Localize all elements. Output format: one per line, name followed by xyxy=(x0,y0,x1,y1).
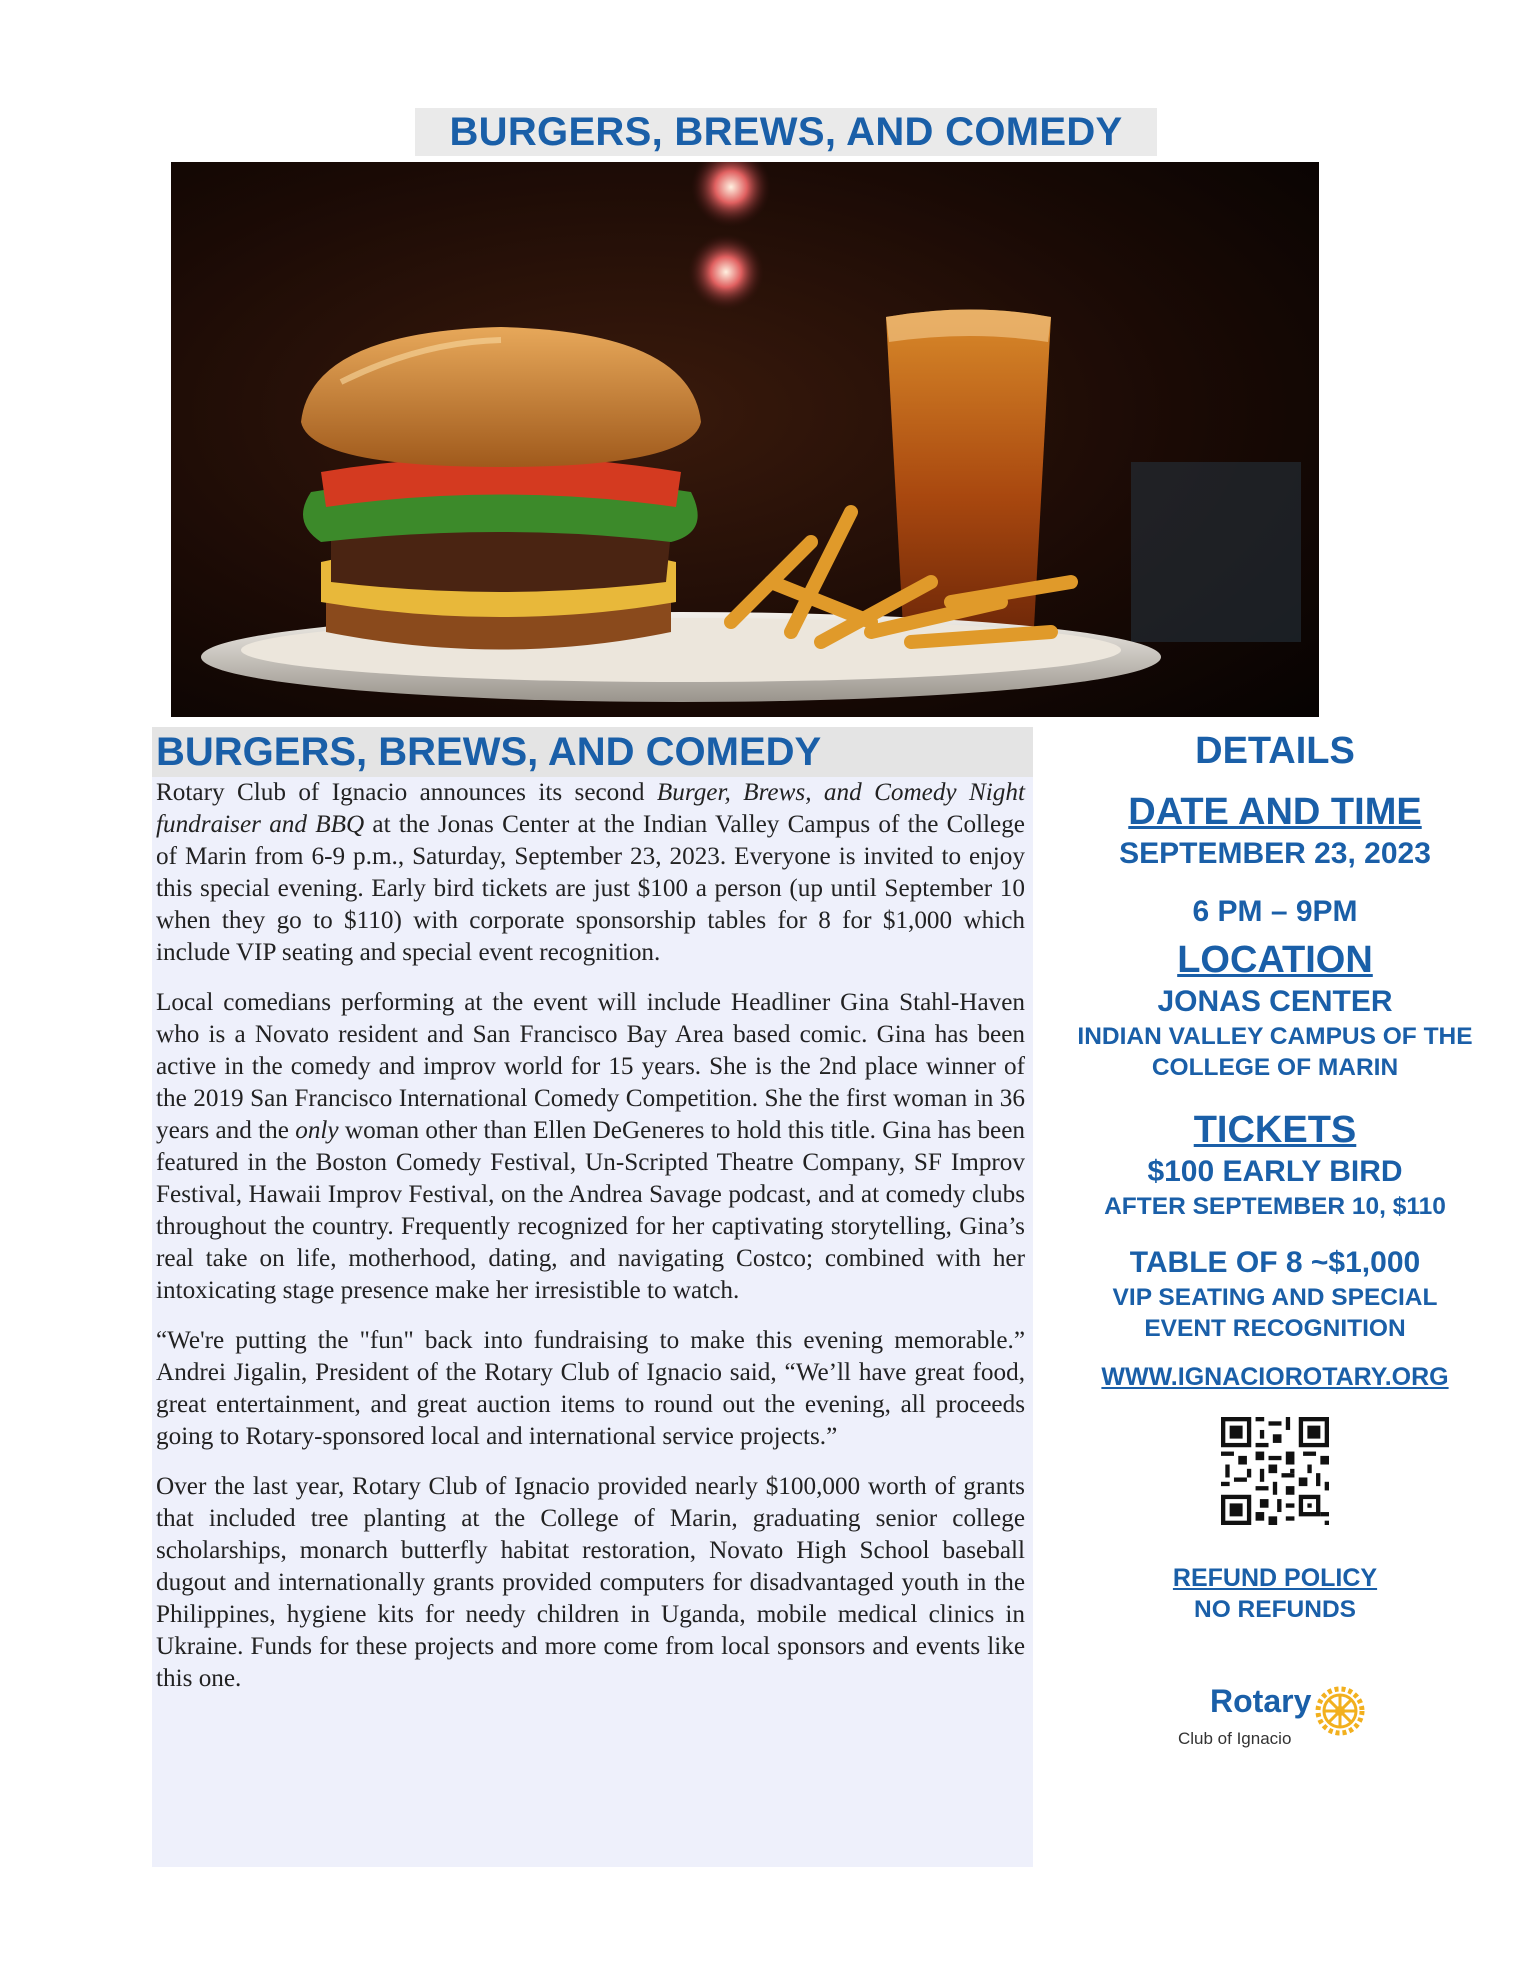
logo-subtitle: Club of Ignacio xyxy=(1178,1729,1292,1748)
vip-line: EVENT RECOGNITION xyxy=(1144,1315,1406,1342)
hero-image xyxy=(171,162,1319,717)
article xyxy=(152,727,1033,1867)
details-heading: DETAILS xyxy=(1195,730,1355,772)
article-title: BURGERS, BREWS, AND COMEDY xyxy=(152,727,1033,777)
text-run: Local comedians performing at the event will include Headliner Gina Stahl-Haven who is a Novato resident and San Francisco Bay Area based comic. Gina has been active in the comedy and improv world for 15 years. She is the 2nd place winner of the 2019 San Francisco International Comedy Competition. She the first woman in 36 years and the xyxy=(156,989,1025,1144)
text-run: at the Jonas Center at the Indian Valley Campus of the College of Marin from 6-9 p.m., Saturday, September 23, 2023. Everyone is invited to enjoy this special evening. Early bird tickets are just $100 a person (up until September 10 when they go to $110) with corporate sponsorship tables for 8 for $1,000 which include VIP seating and special event recognition. xyxy=(156,811,1025,966)
emphasis-italic: only xyxy=(295,1117,339,1144)
event-time: 6 PM – 9PM xyxy=(1192,895,1358,928)
text-run: woman other than Ellen DeGeneres to hold this title. Gina has been featured in the Boston Comedy Festival, Un-Scripted Theatre Company, SF Improv Festival, Hawaii Improv Festival, on the Andrea Savage podcast, and at comedy clubs throughout the country. Frequently recognized for her captivating storytelling, Gina’s real take on life, motherhood, dating, and navigating Costco; combined with her intoxicating stage presence make her irresistible to watch. xyxy=(156,1117,1025,1304)
rotary-wheel-icon xyxy=(1314,1685,1366,1737)
date-heading: DATE AND TIME xyxy=(1128,791,1422,833)
table-price: TABLE OF 8 ~$1,000 xyxy=(1129,1246,1421,1279)
campus-line: COLLEGE OF MARIN xyxy=(1151,1054,1399,1081)
website-link[interactable]: WWW.IGNACIOROTARY.ORG xyxy=(1101,1363,1449,1391)
article-paragraph: Over the last year, Rotary Club of Ignacio provided nearly $100,000 worth of grants that included tree planting at the College of Marin, graduating senior college scholarships, monarch butterfly habitat restoration, Novato High School baseball dugout and internationally grants provided computers for disadvantaged youth in the Philippines, hygiene kits for needy children in Uganda, mobile medical clinics in Ukraine. Funds for these projects and more come from local sponsors and events like this one. xyxy=(156,1473,1025,1692)
venue-name: JONAS CENTER xyxy=(1157,985,1393,1018)
burger-beer-illustration xyxy=(171,162,1319,717)
campus-line: INDIAN VALLEY CAMPUS OF THE xyxy=(1077,1023,1473,1050)
burger xyxy=(301,327,701,650)
late-price: AFTER SEPTEMBER 10, $110 xyxy=(1104,1193,1446,1220)
article-paragraph: “We're putting the "fun" back into fundraising to make this evening memorable.” Andrei Jigalin, President of the Rotary Club of Ignacio said, “We’ll have great food, great entertainment, and great auction items to round out the evening, all proceeds going to Rotary-sponsored local and international service projects.” xyxy=(156,1327,1025,1450)
early-bird-price: $100 EARLY BIRD xyxy=(1147,1155,1403,1188)
vip-line: VIP SEATING AND SPECIAL xyxy=(1112,1284,1438,1311)
event-date: SEPTEMBER 23, 2023 xyxy=(1119,837,1431,870)
location-heading: LOCATION xyxy=(1177,939,1373,981)
text-run: Rotary Club of Ignacio announces its second xyxy=(156,779,657,806)
refund-text: NO REFUNDS xyxy=(1194,1596,1356,1623)
article-body xyxy=(152,777,1033,1695)
logo-wordmark: Rotary xyxy=(1210,1683,1312,1719)
qr-code[interactable] xyxy=(1221,1417,1329,1525)
article-paragraph xyxy=(156,777,1025,969)
details-panel xyxy=(1040,727,1510,1625)
refund-heading: REFUND POLICY xyxy=(1172,1564,1378,1592)
tickets-heading: TICKETS xyxy=(1193,1109,1357,1151)
event-name-italic: Burger, Brews, and Comedy Night fundraiser and BBQ xyxy=(156,779,1025,838)
page-title: BURGERS, BREWS, AND COMEDY xyxy=(415,108,1157,156)
rotary-logo xyxy=(1178,1683,1378,1763)
lamp-glow xyxy=(688,234,764,310)
article-paragraph xyxy=(156,987,1025,1307)
